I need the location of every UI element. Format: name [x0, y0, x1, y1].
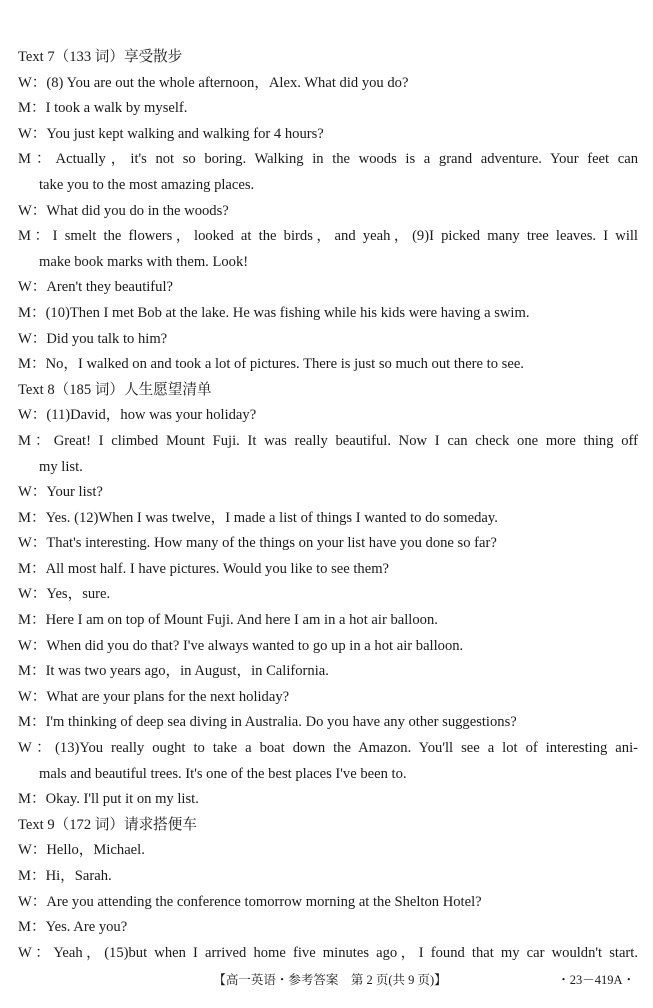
transcript-line: M：Great! I climbed Mount Fuji. It was really beautiful. Now I can check one more thing off [18, 432, 638, 449]
transcript-line: W：Your list? [18, 484, 103, 501]
transcript-line: W：Yeah，(15)but when I arrived home five minutes ago，I found that my car wouldn't start. [18, 944, 638, 961]
section-heading: Text 7（133 词）享受散步 [18, 49, 183, 65]
transcript-line: W：When did you do that? I've always wanted to go up in a hot air balloon. [18, 637, 464, 654]
transcript-line: W：That's interesting. How many of the things on your list have you done so far? [18, 535, 497, 552]
transcript-line: W：Did you talk to him? [18, 330, 168, 347]
transcript-line: M：Here I am on top of Mount Fuji. And here I am in a hot air balloon. [18, 612, 438, 629]
transcript-line: take you to the most amazing places. [39, 176, 255, 193]
transcript-line: M：I'm thinking of deep sea diving in Australia. Do you have any other suggestions? [18, 714, 517, 731]
transcript-line: W：Hello，Michael. [18, 842, 145, 859]
transcript-line: W：(11)David，how was your holiday? [18, 407, 257, 424]
transcript-line: M：Actually，it's not so boring. Walking in the woods is a grand adventure. Your feet can [18, 151, 638, 168]
transcript-line: M：Okay. I'll put it on my list. [18, 791, 199, 808]
transcript-line: M：Yes. Are you? [18, 919, 128, 936]
transcript-line: M：All most half. I have pictures. Would you like to see them? [18, 560, 390, 577]
transcript-line: M：I took a walk by myself. [18, 100, 188, 117]
transcript-line: W：Yes，sure. [18, 586, 111, 603]
transcript-line: my list. [39, 458, 83, 475]
transcript-line: make book marks with them. Look! [39, 253, 249, 270]
transcript-line: W：Are you attending the conference tomorrow morning at the Shelton Hotel? [18, 893, 482, 910]
transcript-line: M：It was two years ago，in August，in California. [18, 663, 329, 680]
transcript-line: W：(13)You really ought to take a boat down the Amazon. You'll see a lot of interesting ani- [18, 740, 638, 757]
transcript-line: mals and beautiful trees. It's one of the best places I've been to. [39, 765, 407, 782]
transcript-line: W：You just kept walking and walking for 4 hours? [18, 125, 324, 142]
transcript-line: W：(8) You are out the whole afternoon，Alex. What did you do? [18, 74, 409, 91]
transcript-line: W：Aren't they beautiful? [18, 279, 173, 296]
section-heading: Text 8（185 词）人生愿望清单 [18, 381, 212, 398]
transcript-line: M：No，I walked on and took a lot of pictures. There is just so much out there to see. [18, 356, 524, 373]
transcript-line: M：I smelt the flowers，looked at the birds，and yeah，(9)I picked many tree leaves. I will [18, 228, 638, 245]
transcript-line: M：Yes. (12)When I was twelve，I made a list of things I wanted to do someday. [18, 509, 498, 526]
transcript-line: M：(10)Then I met Bob at the lake. He was fishing while his kids were having a swim. [18, 304, 530, 321]
section-heading: Text 9（172 词）请求搭便车 [18, 816, 197, 833]
footer-doc-code: ・23－419A・ [557, 973, 635, 987]
transcript-line: W：What are your plans for the next holiday? [18, 688, 290, 705]
page-footer [0, 969, 653, 991]
transcript-line: M：Hi，Sarah. [18, 868, 112, 884]
transcript-body [18, 45, 638, 966]
footer-page-info: 【高一英语・参考答案 第 2 页(共 9 页)】 [213, 973, 447, 987]
transcript-line: W：What did you do in the woods? [18, 202, 229, 219]
